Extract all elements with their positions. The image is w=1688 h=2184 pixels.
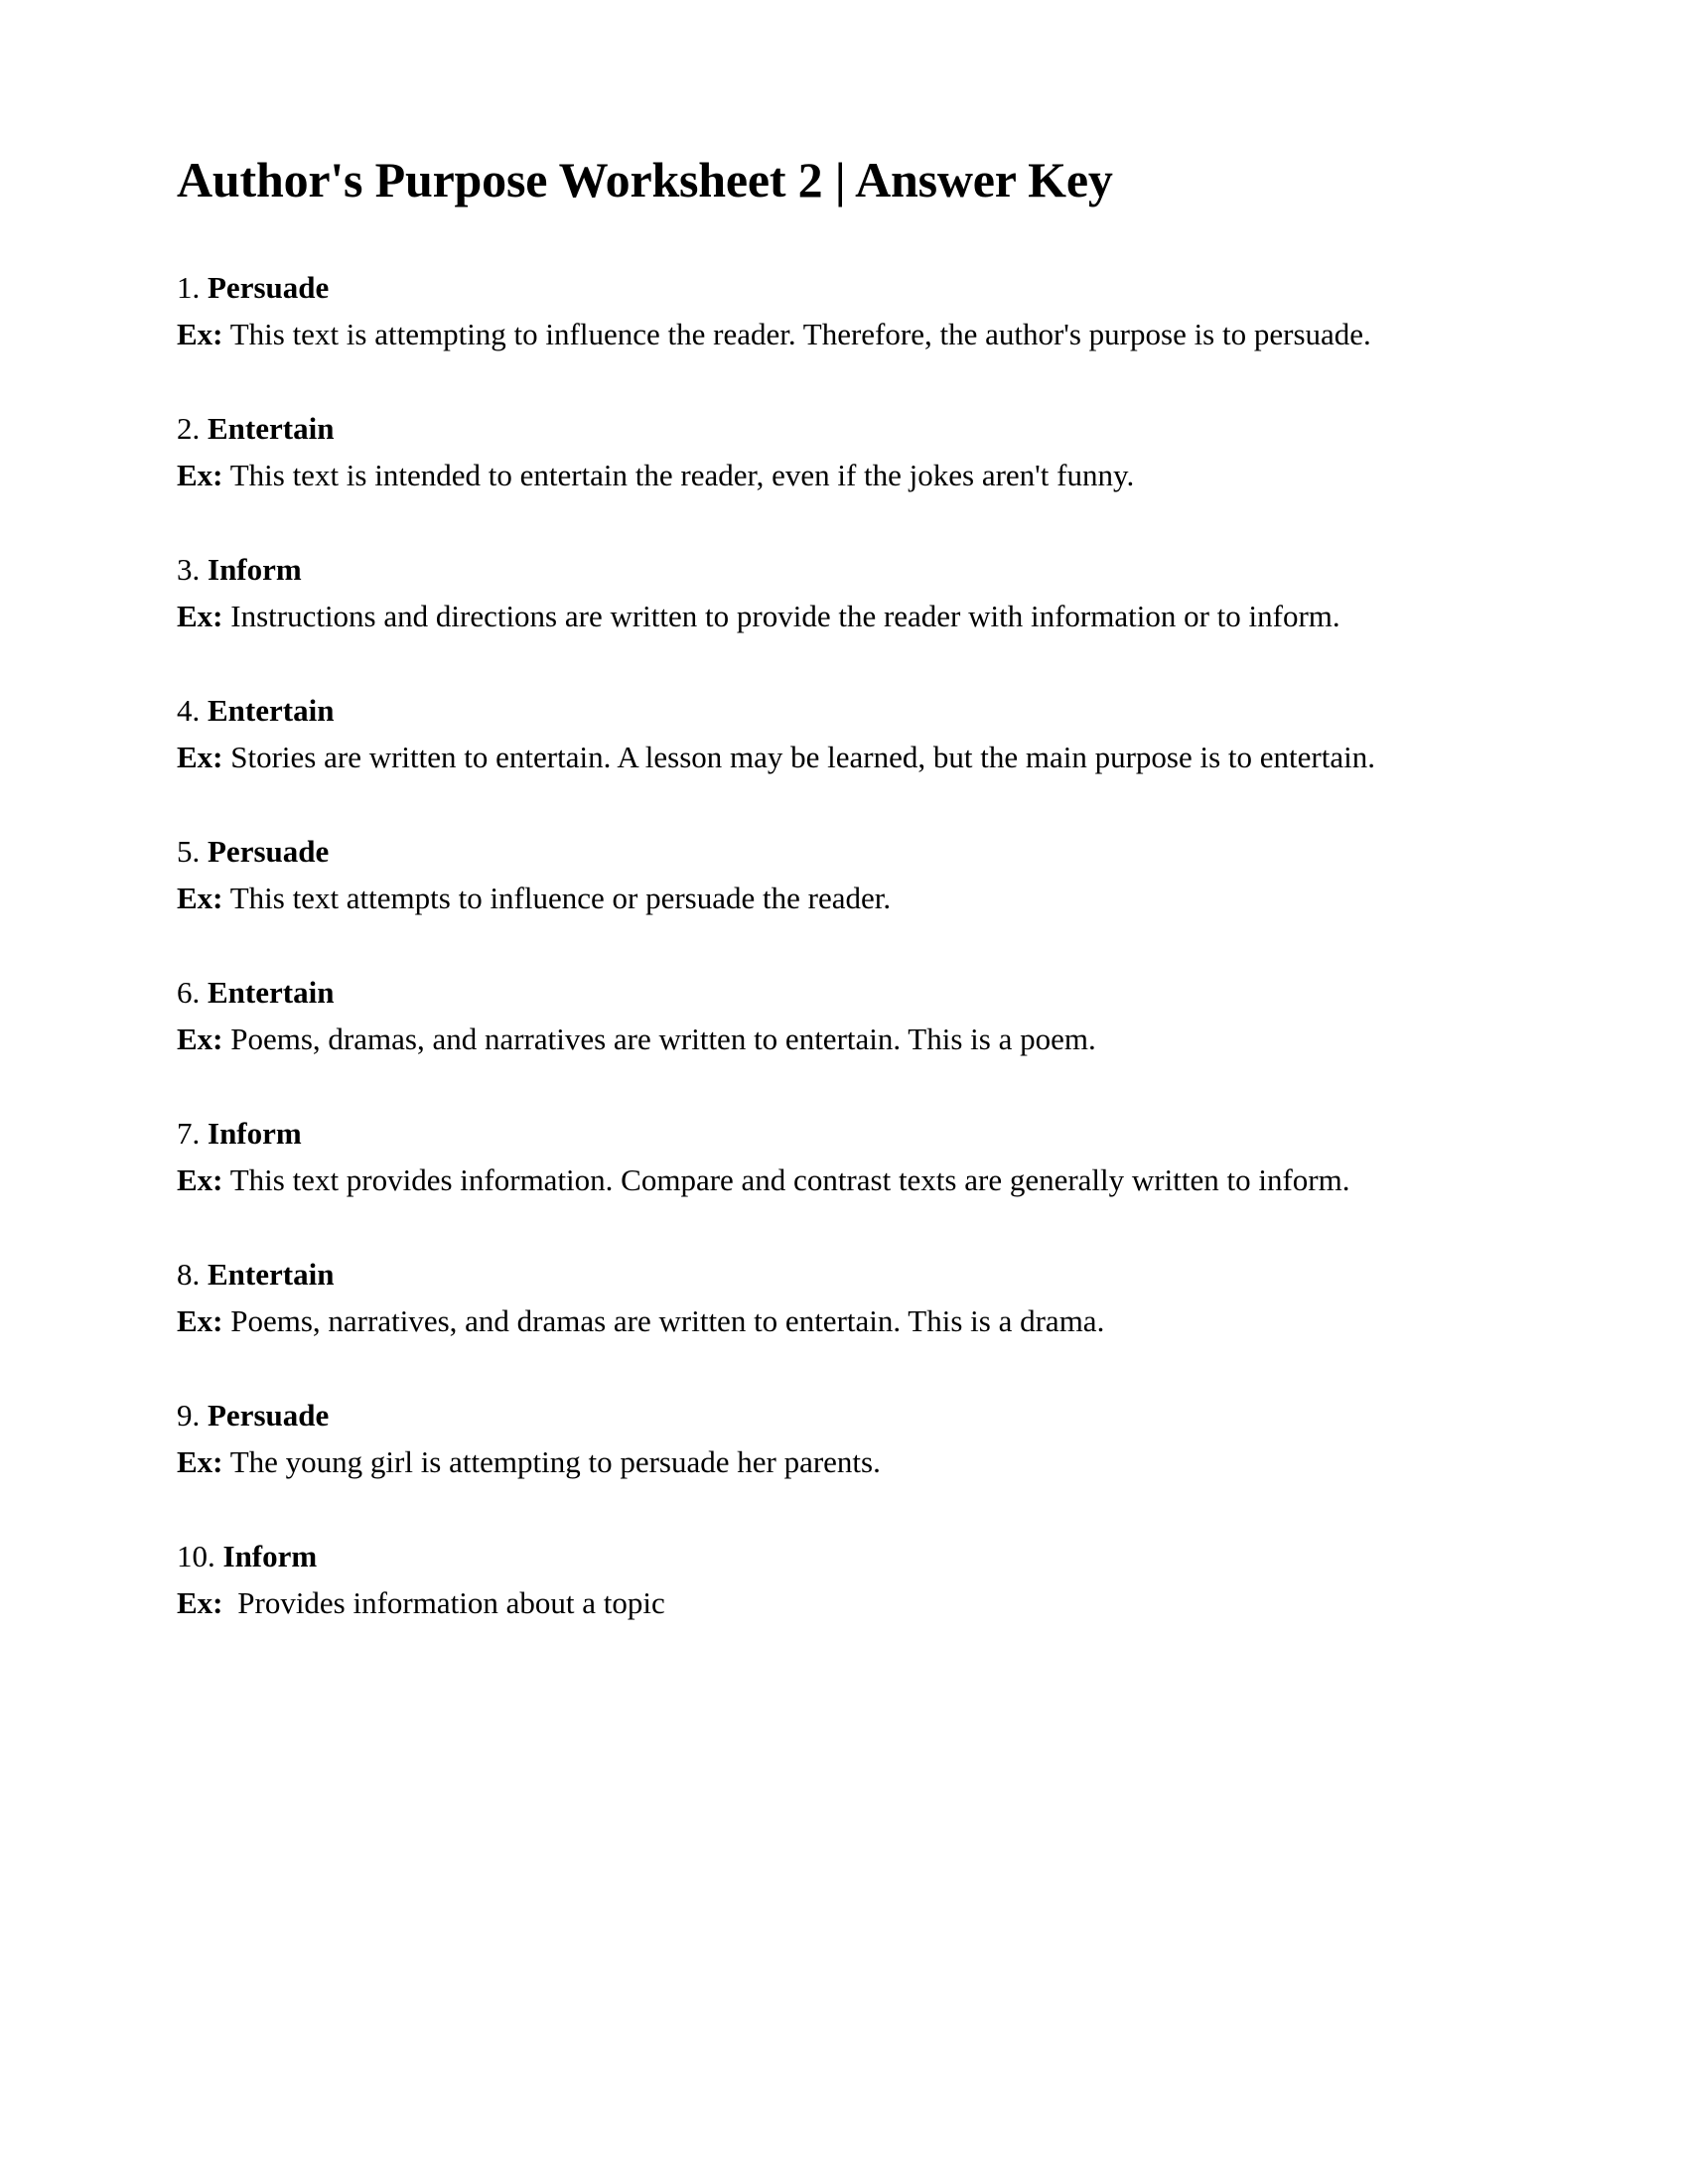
- example-text-2: This text is intended to entertain the reader, even if the jokes aren't funny.: [229, 457, 1135, 492]
- answer-word-9: Persuade: [208, 1398, 330, 1433]
- answer-number-8: 8.: [177, 1257, 201, 1293]
- answer-number-7: 7.: [177, 1115, 201, 1151]
- answer-item-2: [177, 405, 1468, 500]
- answer-heading-9: [177, 1392, 1468, 1438]
- example-label-10: Ex:: [177, 1585, 223, 1621]
- example-label-5: Ex:: [177, 880, 223, 915]
- answer-item-10: [177, 1533, 1468, 1628]
- example-label-1: Ex:: [177, 316, 223, 351]
- answer-item-3: [177, 546, 1468, 641]
- answer-heading-10: [177, 1533, 1468, 1579]
- answer-heading-4: [177, 687, 1468, 734]
- answer-example-8: [177, 1297, 1468, 1346]
- answer-example-9: [177, 1438, 1468, 1487]
- answer-word-2: Entertain: [208, 410, 335, 446]
- answer-heading-6: [177, 969, 1468, 1016]
- example-label-8: Ex:: [177, 1303, 223, 1339]
- answer-heading-2: [177, 405, 1468, 452]
- answer-item-9: [177, 1392, 1468, 1487]
- answer-example-6: [177, 1016, 1468, 1064]
- answer-heading-1: [177, 264, 1468, 311]
- answer-number-1: 1.: [177, 269, 201, 305]
- answer-example-7: [177, 1157, 1468, 1205]
- answer-word-10: Inform: [222, 1539, 318, 1574]
- answer-example-3: [177, 593, 1468, 641]
- answer-item-8: [177, 1251, 1468, 1346]
- example-label-2: Ex:: [177, 457, 223, 492]
- answer-heading-5: [177, 828, 1468, 875]
- answer-item-5: [177, 828, 1468, 923]
- example-label-3: Ex:: [177, 598, 223, 633]
- example-text-3: Instructions and directions are written to provide the reader with information or to inform.: [230, 598, 1340, 633]
- answer-word-8: Entertain: [208, 1257, 335, 1293]
- answer-number-9: 9.: [177, 1398, 201, 1433]
- answer-word-4: Entertain: [208, 692, 335, 728]
- page-title: Author's Purpose Worksheet 2 | Answer Key: [177, 152, 1113, 207]
- example-label-7: Ex:: [177, 1162, 223, 1198]
- answer-word-7: Inform: [208, 1115, 302, 1151]
- page-content: [177, 0, 1468, 1628]
- answer-example-4: [177, 734, 1468, 782]
- answer-example-1: [177, 311, 1468, 359]
- example-text-4: Stories are written to entertain. A lesson may be learned, but the main purpose is to entertain.: [230, 739, 1375, 774]
- answer-example-10: [177, 1579, 1468, 1628]
- answer-key-list: [177, 264, 1468, 1629]
- example-label-6: Ex:: [177, 1022, 223, 1056]
- answer-word-5: Persuade: [208, 833, 330, 869]
- example-text-5: This text attempts to influence or persuade the reader.: [229, 880, 892, 915]
- answer-number-5: 5.: [177, 833, 201, 869]
- answer-number-4: 4.: [177, 692, 201, 728]
- answer-word-3: Inform: [208, 551, 302, 587]
- example-text-6: Poems, dramas, and narratives are written to entertain. This is a poem.: [230, 1022, 1096, 1056]
- answer-heading-8: [177, 1251, 1468, 1297]
- answer-example-5: [177, 875, 1468, 923]
- example-label-9: Ex:: [177, 1444, 223, 1480]
- example-text-8: Poems, narratives, and dramas are written to entertain. This is a drama.: [230, 1303, 1105, 1339]
- answer-example-2: [177, 452, 1468, 500]
- example-text-7: This text provides information. Compare and contrast texts are generally written to inform.: [229, 1162, 1350, 1198]
- answer-word-1: Persuade: [208, 269, 330, 305]
- answer-heading-7: [177, 1110, 1468, 1157]
- answer-item-4: [177, 687, 1468, 782]
- example-text-9: The young girl is attempting to persuade her parents.: [229, 1444, 881, 1480]
- answer-number-6: 6.: [177, 974, 201, 1010]
- answer-number-2: 2.: [177, 410, 201, 446]
- answer-item-6: [177, 969, 1468, 1064]
- answer-item-7: [177, 1110, 1468, 1205]
- example-text-10: Provides information about a topic: [237, 1585, 665, 1621]
- answer-number-3: 3.: [177, 551, 201, 587]
- example-label-4: Ex:: [177, 739, 223, 774]
- answer-item-1: [177, 264, 1468, 359]
- answer-heading-3: [177, 546, 1468, 593]
- answer-number-10: 10.: [177, 1539, 215, 1574]
- answer-word-6: Entertain: [208, 974, 335, 1010]
- example-text-1: This text is attempting to influence the reader. Therefore, the author's purpose is to persuade.: [229, 316, 1371, 351]
